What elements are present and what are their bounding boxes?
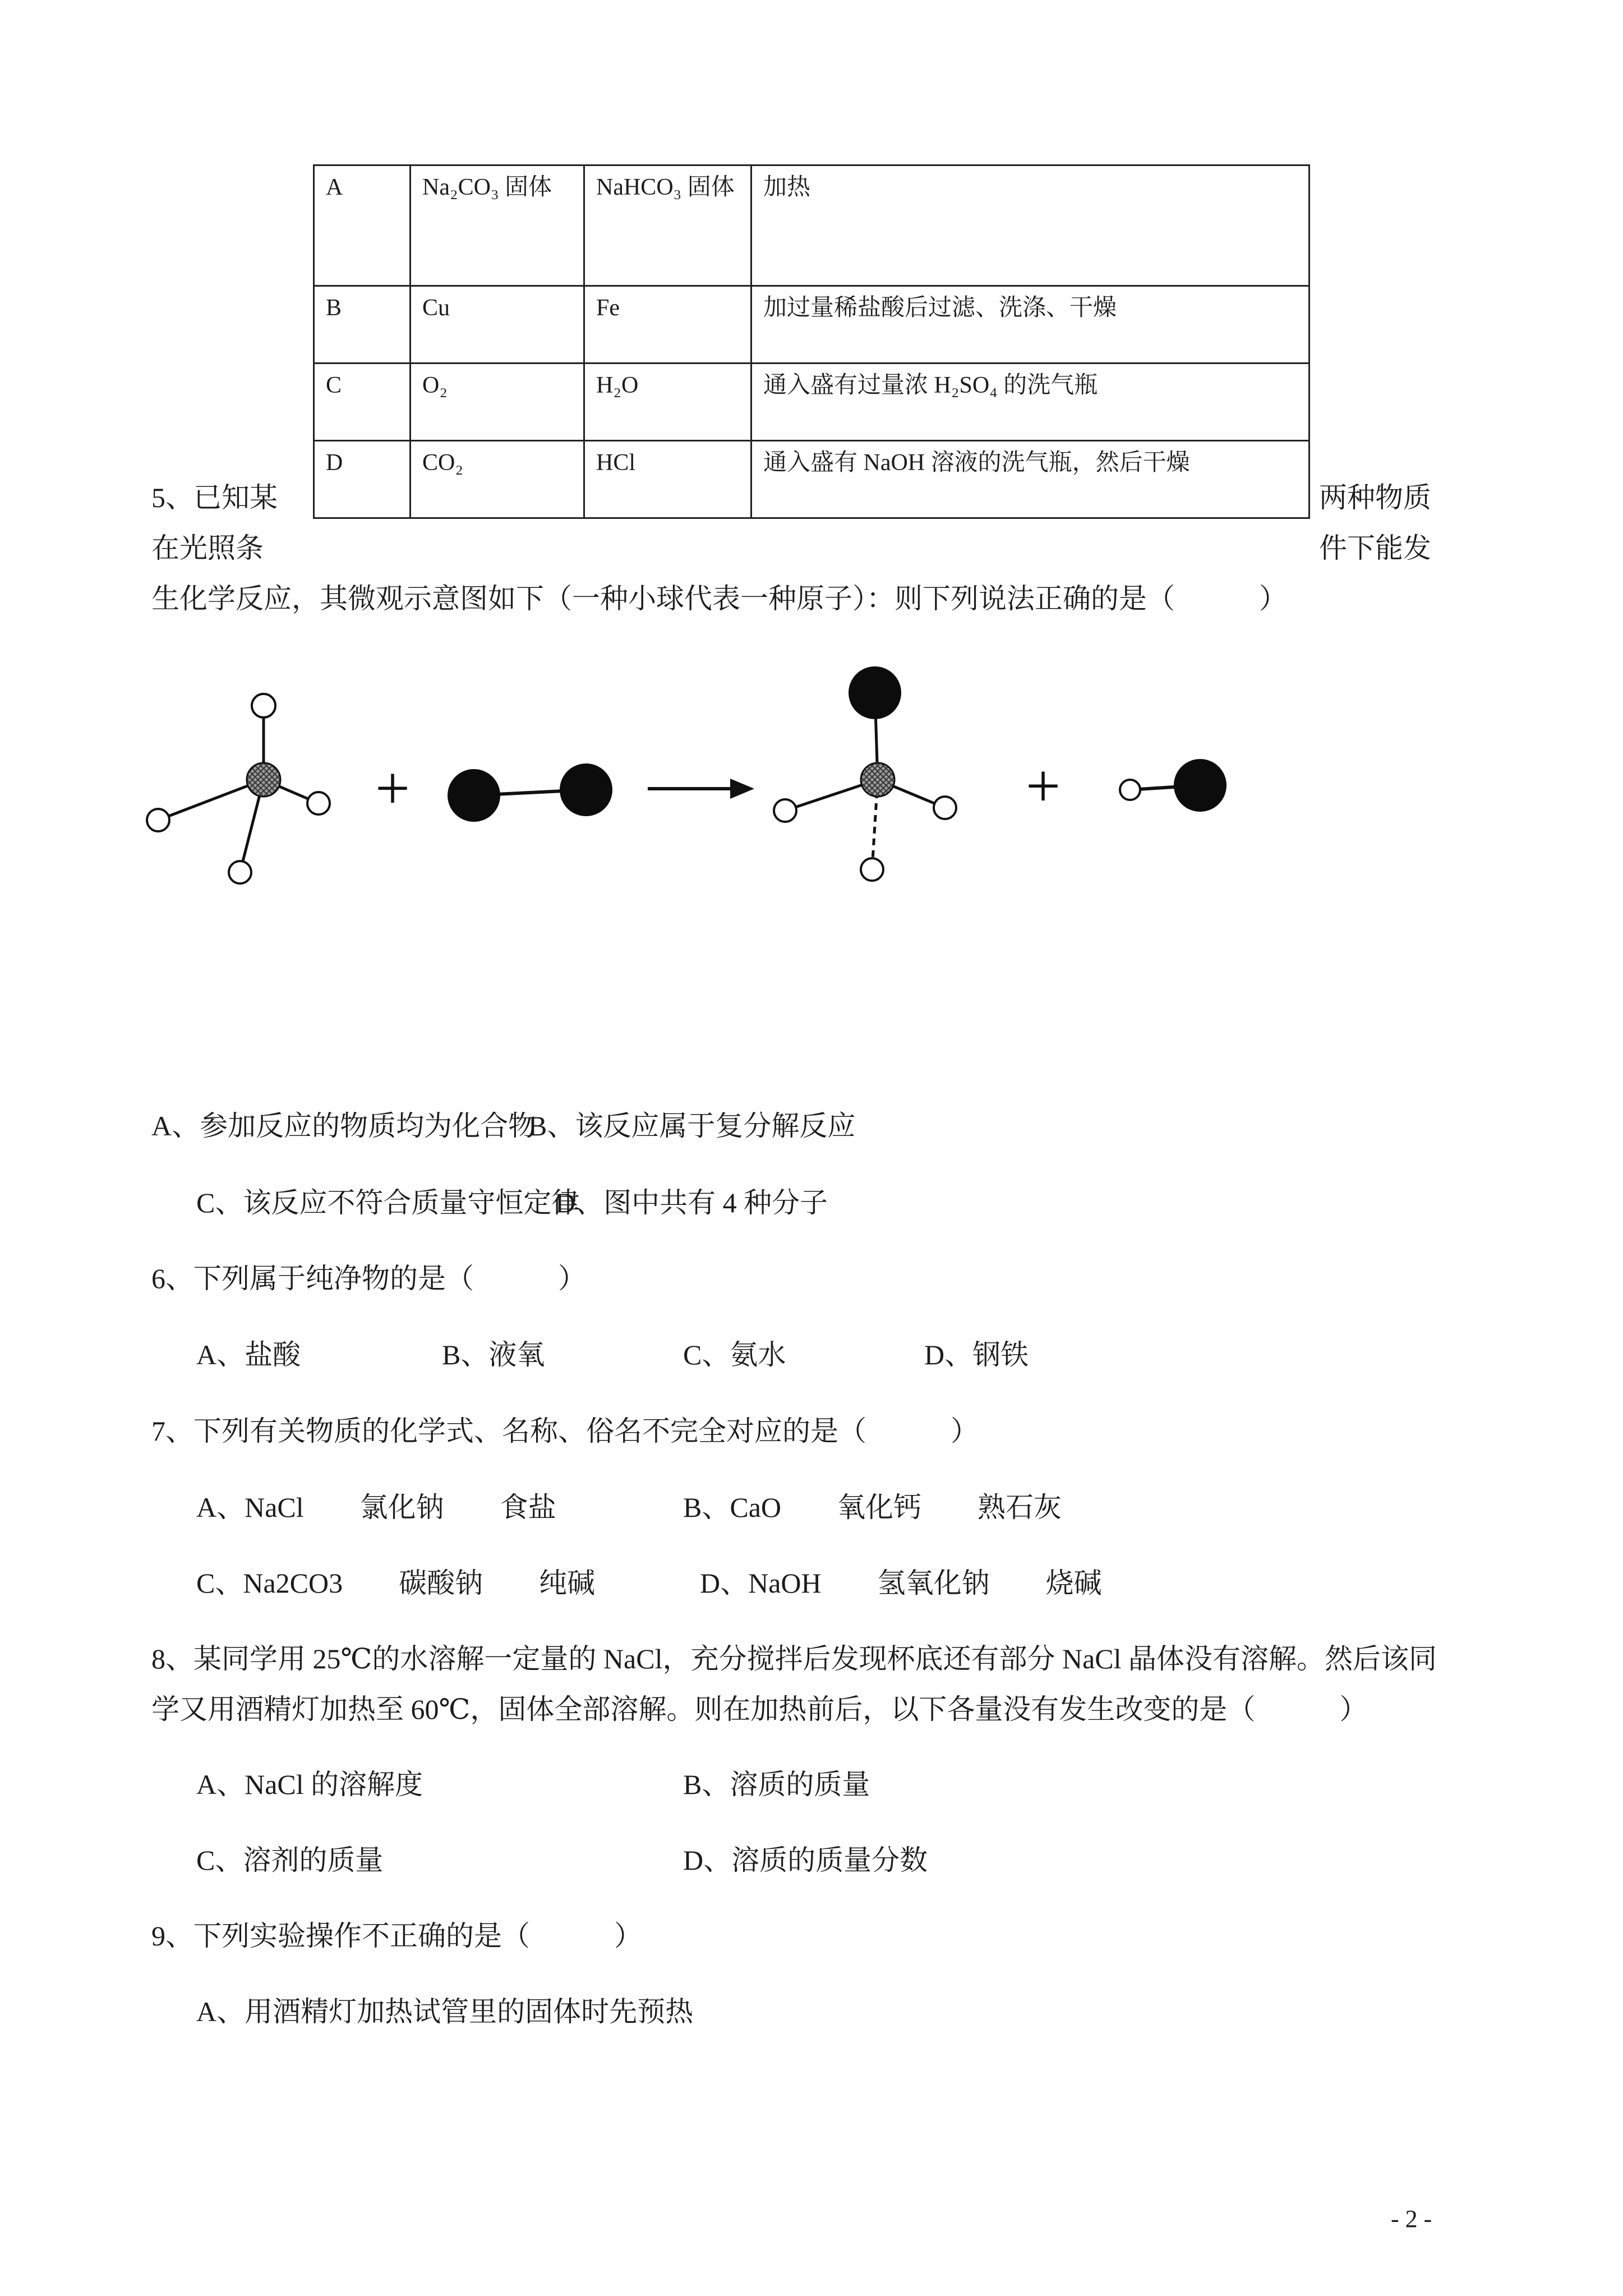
q7-option-c: C、Na2CO3 碳酸钠 纯碱 [196, 1567, 596, 1599]
q8-option-d: D、溶质的质量分数 [683, 1844, 928, 1876]
q9-option-a: A、用酒精灯加热试管里的固体时先预热 [196, 1996, 694, 2027]
q5-stem-line: 生化学反应，其微观示意图如下（一种小球代表一种原子）：则下列说法正确的是（ ） [151, 583, 1287, 614]
q7-option-d: D、NaOH 氢氧化钠 烧碱 [700, 1567, 1102, 1599]
q5-option-c: C、该反应不符合质量守恒定律 [196, 1187, 580, 1218]
q8-stem-line1: 8、某同学用 25℃的水溶解一定量的 NaCl，充分搅拌后发现杯底还有部分 NaCl 晶体没有溶解。然后该同 [151, 1643, 1437, 1674]
q5-option-d: D、图中共有 4 种分子 [555, 1187, 828, 1218]
q9-stem: 9、下列实验操作不正确的是（ ） [151, 1920, 642, 1952]
page-number: - 2 - [1391, 2205, 1432, 2233]
q5-option-b: B、该反应属于复分解反应 [528, 1110, 856, 1142]
q6-stem: 6、下列属于纯净物的是（ ） [151, 1263, 586, 1294]
q8-stem-line2: 学又用酒精灯加热至 60℃，固体全部溶解。则在加热前后，以下各量没有发生改变的是（ ） [151, 1694, 1368, 1725]
q6-option-a: A、盐酸 [196, 1339, 301, 1370]
q7-option-a: A、NaCl 氯化钠 食盐 [196, 1492, 556, 1523]
large-atom-icon [448, 769, 500, 822]
table-cell-option: B [314, 286, 411, 364]
q6-option-c: C、氨水 [683, 1339, 786, 1370]
small-atom-icon [934, 797, 956, 819]
q5-wrap-right-1: 两种物质 [1319, 482, 1431, 513]
table-cell-method: 通入盛有过量浓 H₂SO₄ 的洗气瓶 [751, 364, 1310, 441]
large-atom-icon [1174, 759, 1227, 812]
reaction-arrow-icon [648, 779, 754, 799]
table-cell-option: C [314, 364, 411, 441]
table-cell-substance1: Cu [411, 286, 584, 364]
table-cell-substance2: NaHCO₃ 固体 [584, 165, 751, 286]
purification-methods-table [313, 164, 1310, 519]
large-atom-icon [560, 763, 612, 816]
q8-option-a: A、NaCl 的溶解度 [196, 1769, 423, 1800]
table-row [314, 364, 1310, 441]
table-cell-substance1: Na₂CO₃ 固体 [411, 165, 584, 286]
small-atom-icon [861, 858, 883, 881]
table-cell-substance2: Fe [584, 286, 751, 364]
reactant-molecule-2 [448, 763, 612, 822]
small-atom-icon [307, 792, 330, 815]
table-cell-option: A [314, 165, 411, 286]
small-atom-icon [147, 809, 169, 831]
small-atom-icon [252, 694, 275, 717]
q6-option-b: B、液氧 [442, 1339, 545, 1370]
q8-option-b: B、溶质的质量 [683, 1769, 870, 1800]
q5-wrap-left-1: 5、已知某 [151, 482, 278, 513]
small-atom-icon [774, 799, 796, 822]
plus-icon: + [1025, 752, 1061, 820]
table-row [314, 441, 1310, 518]
q7-stem: 7、下列有关物质的化学式、名称、俗名不完全对应的是（ ） [151, 1415, 979, 1447]
large-atom-icon [849, 666, 901, 719]
table-cell-substance1: CO₂ [411, 441, 584, 518]
q5-wrap-right-2: 件下能发 [1319, 532, 1431, 564]
small-atom-icon [1120, 780, 1140, 800]
table-row [314, 286, 1310, 364]
central-atom-icon [861, 763, 895, 797]
small-atom-icon [229, 861, 251, 884]
product-molecule-1 [774, 666, 956, 881]
table-row [314, 165, 1310, 286]
central-atom-icon [247, 763, 280, 797]
table-cell-method: 加过量稀盐酸后过滤、洗涤、干燥 [751, 286, 1310, 364]
product-molecule-2 [1120, 759, 1227, 812]
table-cell-substance1: O₂ [411, 364, 584, 441]
q6-option-d: D、钢铁 [924, 1339, 1029, 1370]
q5-wrap-left-2: 在光照条 [151, 532, 264, 564]
table-cell-option: D [314, 441, 411, 518]
q7-option-b: B、CaO 氧化钙 熟石灰 [683, 1492, 1062, 1523]
q5-option-a: A、参加反应的物质均为化合物 [151, 1110, 537, 1142]
reaction-micro-diagram [135, 662, 1256, 931]
q8-option-c: C、溶剂的质量 [196, 1844, 384, 1876]
plus-icon: + [375, 754, 411, 822]
reactant-molecule-1 [147, 694, 330, 884]
table-cell-method: 加热 [751, 165, 1310, 286]
table-cell-method: 通入盛有 NaOH 溶液的洗气瓶，然后干燥 [751, 441, 1310, 518]
table-cell-substance2: H₂O [584, 364, 751, 441]
table-cell-substance2: HCl [584, 441, 751, 518]
